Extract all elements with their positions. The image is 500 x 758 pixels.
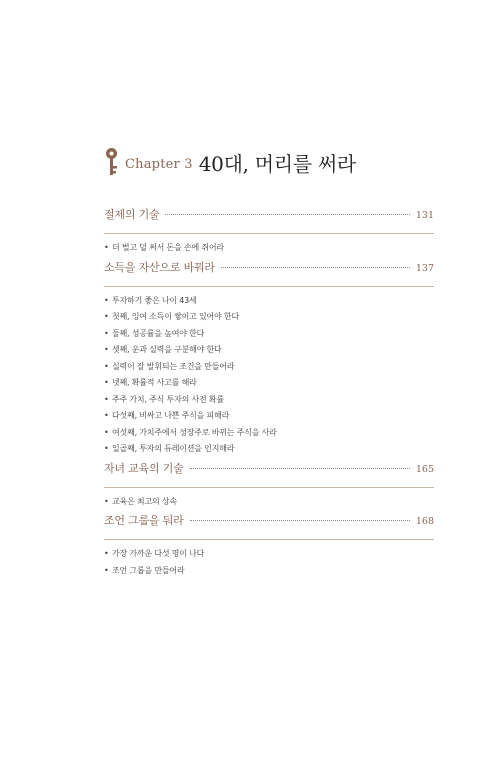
bullet: •: [104, 328, 109, 338]
list-item: [104, 377, 434, 394]
bullet: •: [104, 565, 109, 575]
bullet: •: [104, 345, 109, 354]
chapter-title: 40대, 머리를 써라: [198, 151, 356, 176]
section-heading[interactable]: [104, 206, 434, 223]
list-item: [104, 311, 434, 328]
bullet: •: [104, 394, 109, 404]
dot-leader: [221, 267, 410, 268]
list-item: [104, 565, 434, 582]
list-item: [104, 443, 434, 460]
section-divider: [104, 539, 434, 540]
page-number: 137: [415, 262, 434, 274]
subsection-list: [104, 295, 434, 460]
section-title: 절제의 기술: [104, 208, 160, 221]
item-text: 더 벌고 덜 써서 돈을 손에 쥐어라: [112, 243, 224, 252]
chapter-header: [104, 145, 356, 179]
toc-section: [104, 460, 434, 513]
subsection-list: [104, 242, 434, 259]
list-item: [104, 496, 434, 513]
item-text: 교육은 최고의 상속: [112, 496, 177, 506]
key-icon: [104, 147, 119, 177]
bullet: •: [104, 427, 109, 437]
section-title: 조언 그룹을 둬라: [104, 514, 184, 527]
section-heading[interactable]: [104, 460, 434, 477]
bullet: •: [104, 411, 109, 420]
list-item: [104, 295, 434, 312]
section-heading[interactable]: [104, 259, 434, 276]
section-divider: [104, 286, 434, 287]
item-text: 여섯째, 가치주에서 성장주로 바뀌는 주식을 사라: [112, 427, 277, 437]
item-text: 둘째, 성공률을 높여야 한다: [112, 328, 205, 338]
toc-section: [104, 512, 434, 581]
item-text: 일곱째, 투자의 듀레이션을 인지해라: [112, 444, 235, 453]
dot-leader: [165, 214, 409, 215]
section-divider: [104, 233, 434, 234]
list-item: [104, 361, 434, 378]
table-of-contents: [104, 206, 434, 581]
section-divider: [104, 487, 434, 488]
subsection-list: [104, 496, 434, 513]
list-item: [104, 548, 434, 565]
bullet: •: [104, 549, 109, 558]
section-heading[interactable]: [104, 512, 434, 529]
list-item: [104, 328, 434, 345]
list-item: [104, 344, 434, 361]
list-item: [104, 427, 434, 444]
bullet: •: [104, 496, 109, 506]
bullet: •: [104, 295, 109, 305]
section-title: 자녀 교육의 기술: [104, 461, 184, 475]
dot-leader: [190, 468, 410, 469]
page-number: 131: [415, 210, 434, 221]
item-text: 넷째, 확률적 사고를 해라: [112, 378, 197, 387]
bullet: •: [104, 361, 109, 371]
item-text: 실력이 잘 발휘되는 조건을 만들어라: [112, 361, 235, 371]
item-text: 다섯째, 비싸고 나쁜 주식을 피해라: [112, 411, 230, 420]
page-number: 168: [415, 516, 434, 527]
item-text: 주주 가치, 주식 투자의 사전 확률: [112, 394, 224, 404]
list-item: [104, 410, 434, 427]
bullet: •: [104, 312, 109, 321]
dot-leader: [190, 520, 410, 521]
toc-section: [104, 259, 434, 460]
section-title: 소득을 자산으로 바꿔라: [104, 260, 215, 274]
item-text: 첫째, 잉여 소득이 쌓이고 있어야 한다: [112, 312, 239, 321]
bullet: •: [104, 243, 109, 252]
page-number: 165: [415, 463, 434, 475]
item-text: 투자하기 좋은 나이 43세: [112, 295, 197, 305]
item-text: 가장 가까운 다섯 명이 나다: [112, 549, 205, 558]
chapter-label: Chapter 3: [125, 156, 193, 172]
item-text: 셋째, 운과 실력을 구분해야 한다: [112, 345, 222, 354]
subsection-list: [104, 548, 434, 581]
bullet: •: [104, 444, 109, 453]
list-item: [104, 242, 434, 259]
item-text: 조언 그룹을 만들어라: [112, 565, 185, 575]
toc-section: [104, 206, 434, 259]
list-item: [104, 394, 434, 411]
bullet: •: [104, 378, 109, 387]
